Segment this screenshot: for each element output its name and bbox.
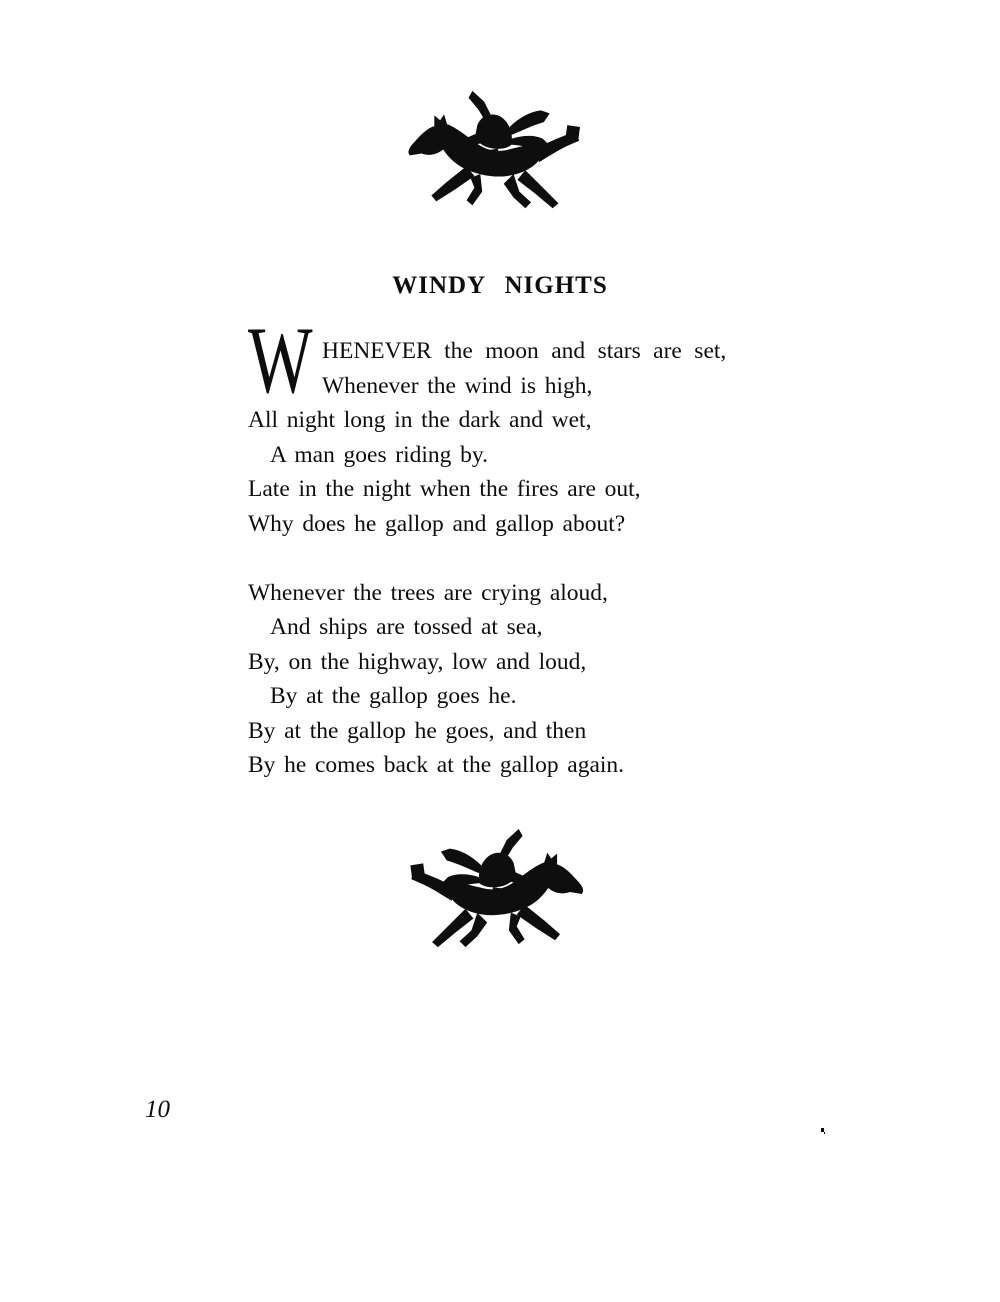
poem-line: Whenever the wind is high, xyxy=(322,372,593,399)
horse-rider-silhouette-right-icon xyxy=(408,826,590,954)
page-number: 10 xyxy=(145,1096,170,1123)
poem-title: WINDY NIGHTS xyxy=(392,272,608,299)
poem-stanza-2 xyxy=(248,576,808,783)
poem-line: Why does he gallop and gallop about? xyxy=(248,510,626,537)
poem-line: A man goes riding by. xyxy=(270,441,488,468)
poem-line: Late in the night when the fires are out, xyxy=(248,476,641,502)
poem-line: And ships are tossed at sea, xyxy=(270,614,543,640)
poem-line: HENEVER the moon and stars are set, xyxy=(322,338,727,364)
poem-line: All night long in the dark and wet, xyxy=(248,407,592,433)
poem-line: By at the gallop he goes, and then xyxy=(248,717,587,744)
horse-rider-illustration-bottom xyxy=(408,826,590,954)
poem-line: By at the gallop goes he. xyxy=(270,683,517,709)
horse-rider-silhouette-left-icon xyxy=(404,86,580,217)
ink-speck xyxy=(821,1128,824,1132)
drop-cap: W xyxy=(248,307,313,413)
poem-line: By he comes back at the gallop again. xyxy=(248,752,625,778)
poem-line: Whenever the trees are crying aloud, xyxy=(248,579,608,606)
poem-line: By, on the highway, low and loud, xyxy=(248,648,587,675)
horse-rider-illustration-top xyxy=(404,86,580,217)
poem-stanza-1 xyxy=(248,307,808,541)
poem-body xyxy=(248,307,808,783)
